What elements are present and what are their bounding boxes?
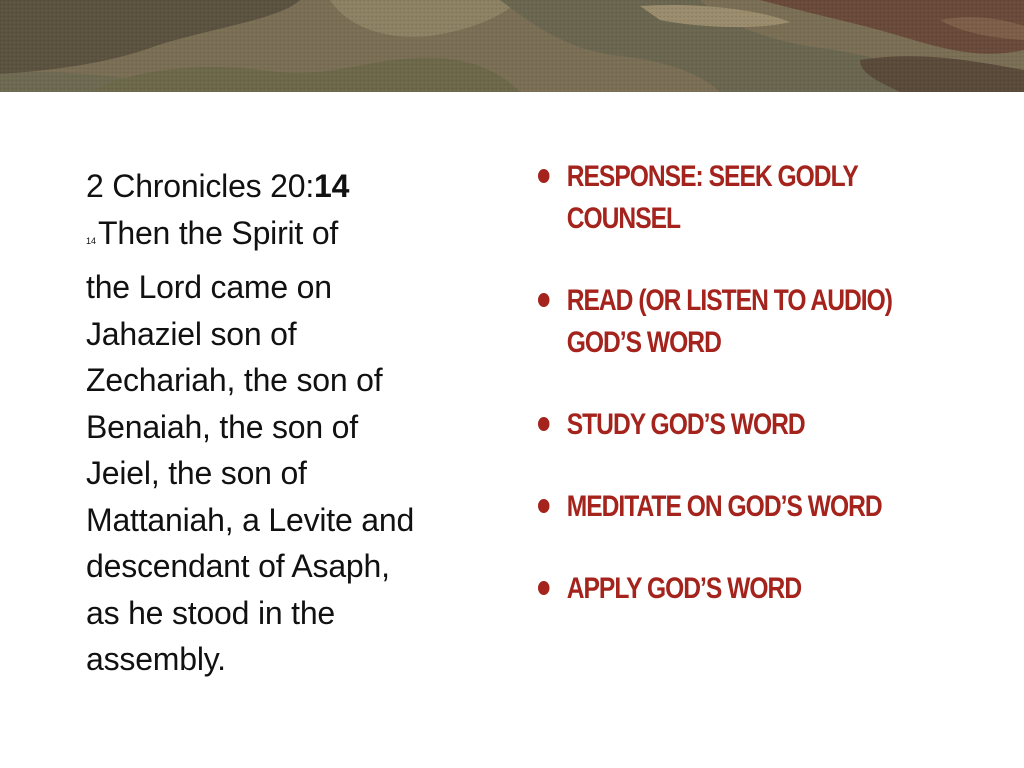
point-text-line: COUNSEL bbox=[566, 202, 681, 235]
bullet-dot bbox=[538, 169, 549, 183]
point-text-line: READ (OR LISTEN TO AUDIO) bbox=[566, 284, 892, 317]
point-apply-gods-word bbox=[538, 568, 899, 610]
scripture-passage bbox=[86, 163, 506, 683]
camouflage-banner bbox=[0, 0, 1024, 92]
verse-number: 14 bbox=[86, 235, 97, 246]
scripture-line: Benaiah, the son of bbox=[86, 408, 358, 445]
point-meditate-on-gods-word bbox=[538, 486, 899, 528]
point-text-line: RESPONSE: SEEK GODLY bbox=[566, 160, 858, 193]
point-read-gods-word bbox=[538, 280, 899, 364]
point-text-line: APPLY GOD’S WORD bbox=[566, 572, 802, 605]
scripture-line: assembly. bbox=[86, 641, 226, 677]
response-points-list bbox=[538, 156, 978, 650]
scripture-line: Jahaziel son of bbox=[86, 315, 297, 352]
scripture-reference-book: 2 Chronicles 20: bbox=[86, 168, 315, 204]
scripture-line-text: Then the Spirit of bbox=[98, 214, 339, 251]
scripture-line: Zechariah, the son of bbox=[86, 362, 383, 398]
point-study-gods-word bbox=[538, 404, 899, 446]
point-seek-godly-counsel bbox=[538, 156, 899, 240]
point-text-line: GOD’S WORD bbox=[566, 326, 721, 359]
bullet-dot bbox=[538, 293, 549, 307]
scripture-line: as he stood in the bbox=[86, 594, 336, 631]
scripture-line: Jeiel, the son of bbox=[86, 455, 307, 491]
scripture-line bbox=[86, 210, 506, 265]
scripture-line: the Lord came on bbox=[86, 269, 332, 305]
point-text-line: MEDITATE ON GOD’S WORD bbox=[566, 490, 882, 523]
scripture-line: Mattaniah, a Levite and bbox=[86, 501, 415, 538]
point-text-line: STUDY GOD’S WORD bbox=[566, 408, 805, 441]
bullet-dot bbox=[538, 499, 549, 513]
scripture-line: descendant of Asaph, bbox=[86, 548, 390, 584]
bullet-dot bbox=[538, 581, 549, 595]
scripture-reference-verse: 14 bbox=[314, 168, 350, 204]
bullet-dot bbox=[538, 417, 549, 431]
scripture-reference bbox=[86, 163, 506, 210]
